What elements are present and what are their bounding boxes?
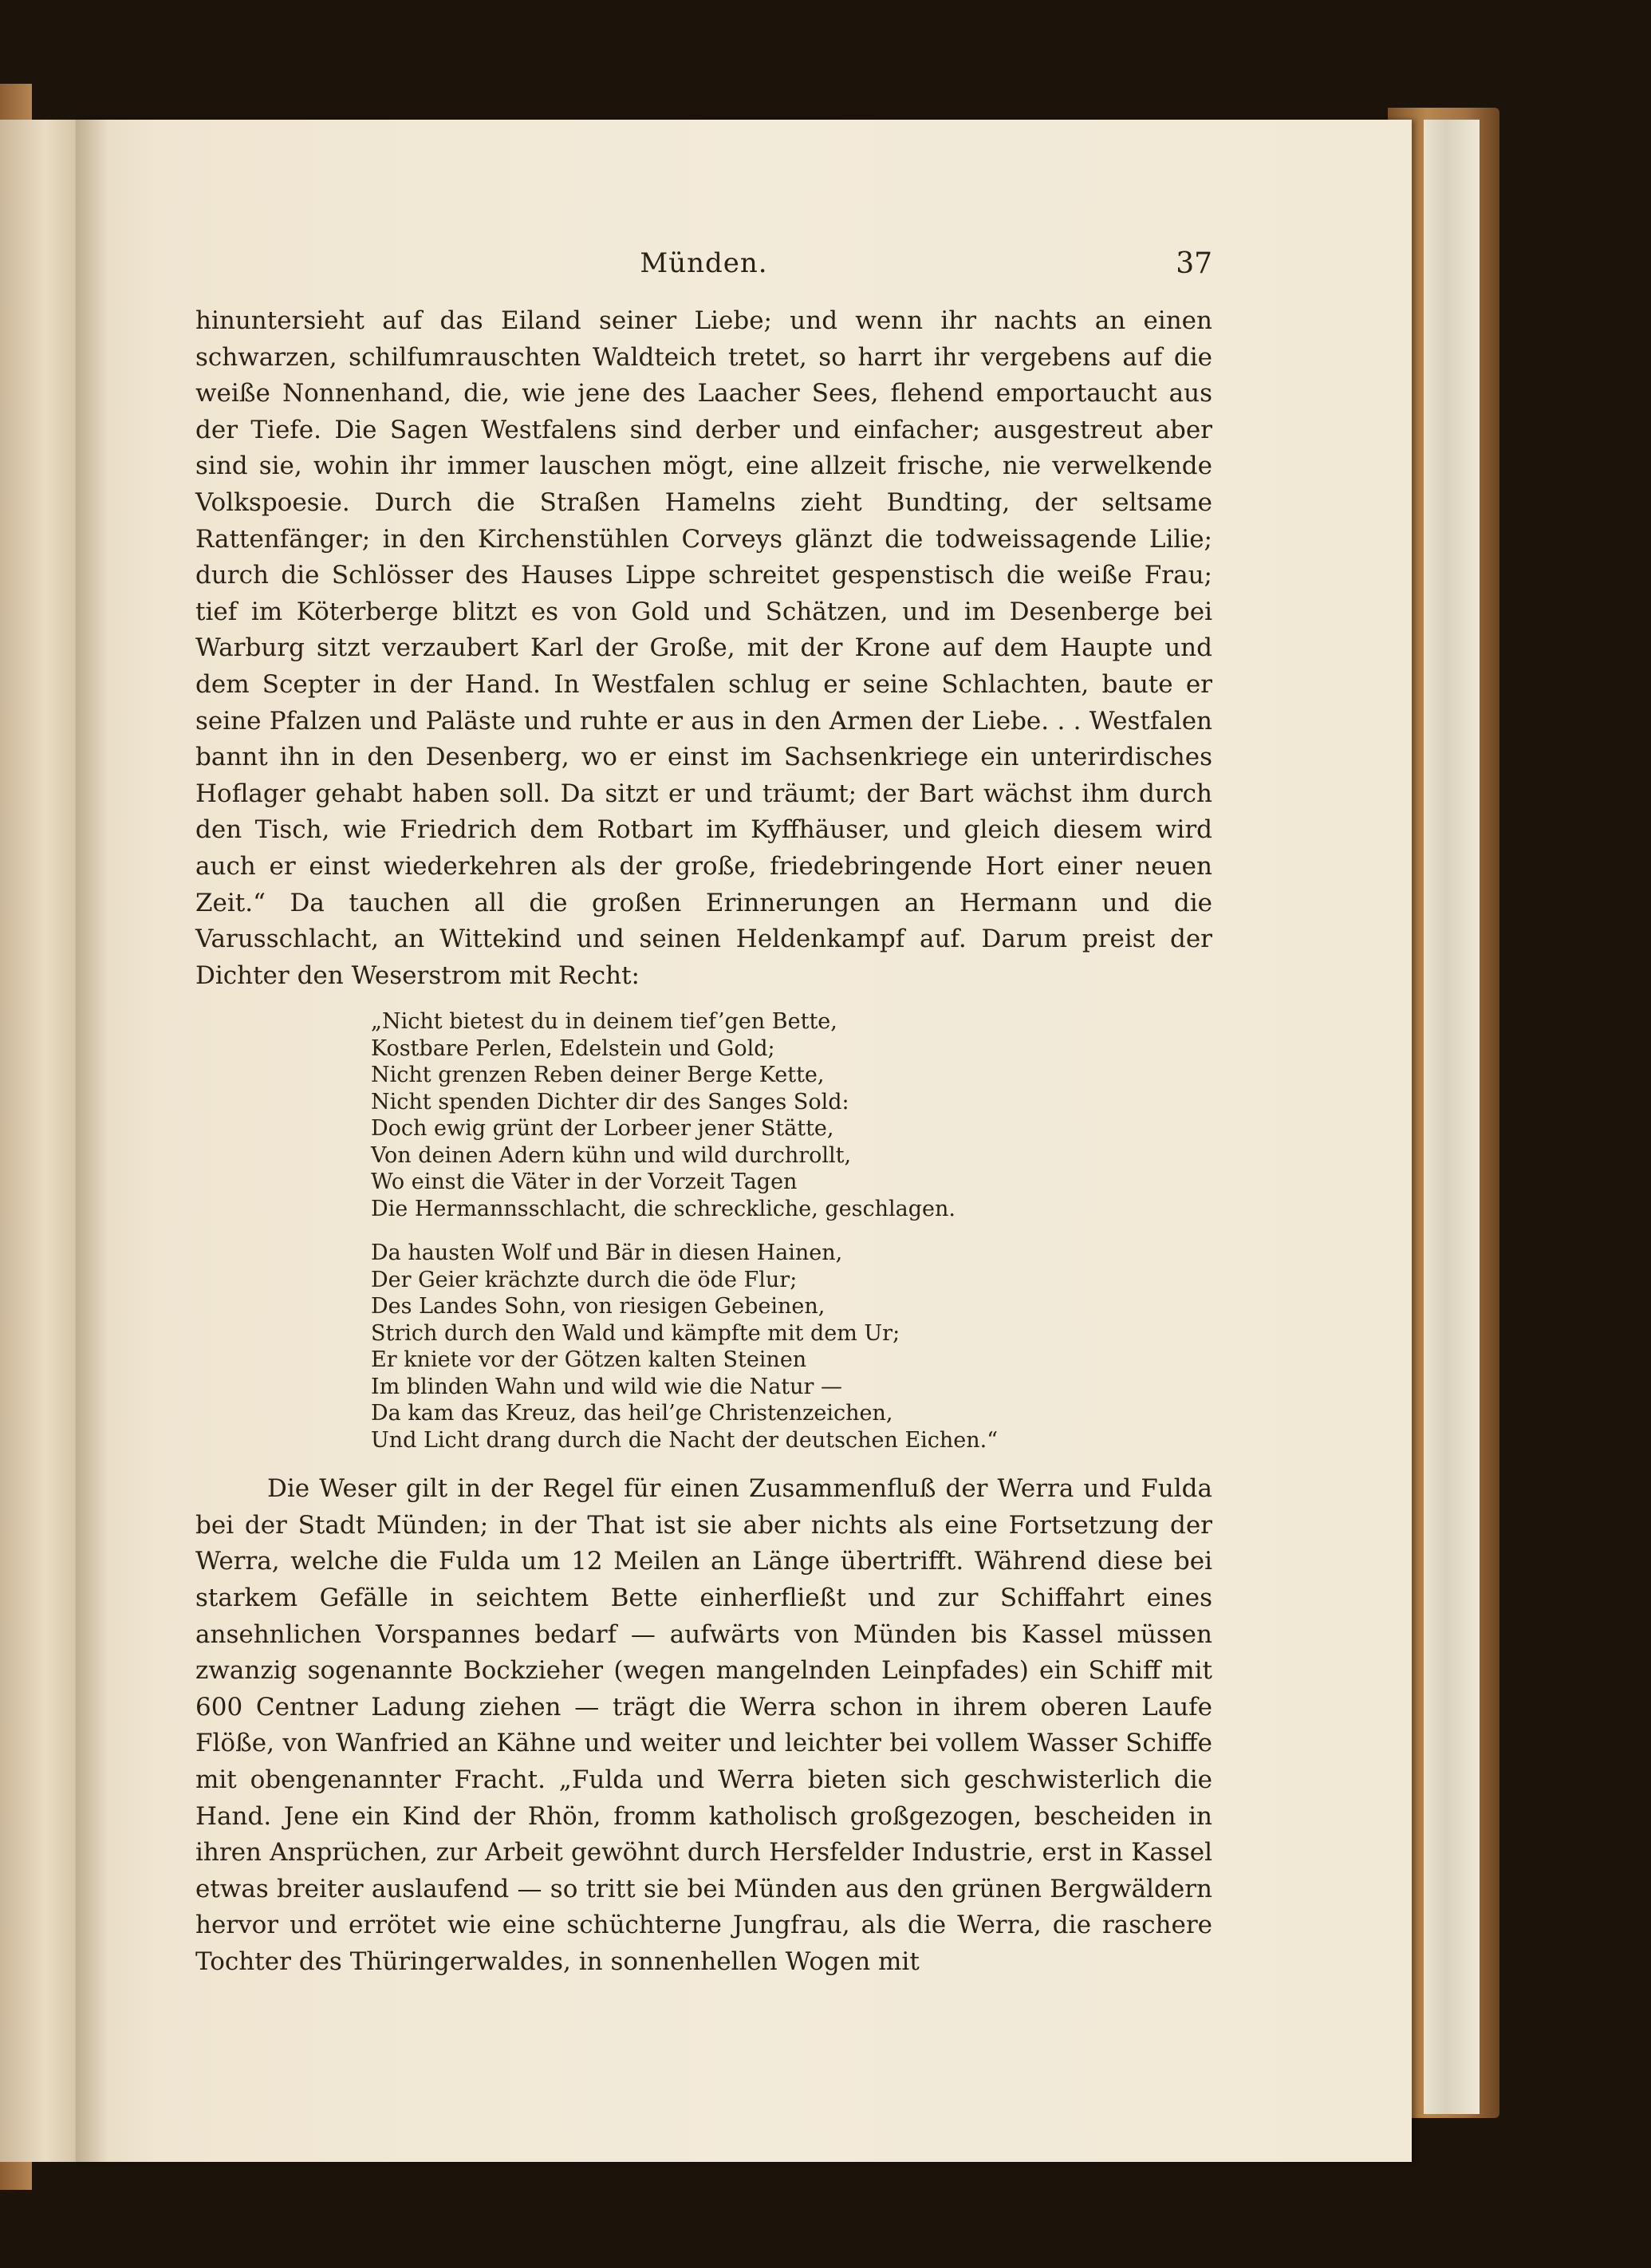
paragraph-2: Die Weser gilt in der Regel für einen Zusammenfluß der Werra und Fulda bei der Stadt Münden; in der That ist sie aber nichts als eine Fortsetzung der Werra, welche die Fulda um 12 Meilen an Länge übertrifft. Während diese bei starkem Gefälle in seichtem Bette einherfließt und zur Schiffahrt eines ansehnlichen Vorspannes bedarf — aufwärts von Münden bis Kassel müssen zwanzig sogenannte Bockzieher (wegen mangelnden Leinpfades) ein Schiff mit 600 Centner Ladung ziehen — trägt die Werra schon in ihrem oberen Laufe Flöße, von Wanfried an Kähne und weiter und leichter bei vollem Wasser Schiffe mit obengenannter Fracht. „Fulda und Werra bieten sich geschwisterlich die Hand. Jene ein Kind der Rhön, fromm katholisch großgezogen, bescheiden in ihren Ansprüchen, zur Arbeit gewöhnt durch Hersfelder Industrie, erst in Kassel etwas breiter auslaufend — so tritt sie bei Münden aus den grünen Bergwäldern hervor und errötet wie eine schüchterne Jungfrau, als die Werra, die raschere Tochter des Thüringerwaldes, in sonnenhellen Wogen mit xyxy=(195,1474,1212,1976)
verse-line: Da hausten Wolf und Bär in diesen Hainen, xyxy=(371,1240,843,1266)
poem-stanza-2 xyxy=(371,1240,1212,1453)
verse-line: „Nicht bietest du in deinem tief’gen Bette, xyxy=(371,1009,837,1035)
verse-line: Des Landes Sohn, von riesigen Gebeinen, xyxy=(371,1294,826,1319)
poem-stanza-1 xyxy=(371,1008,1212,1222)
paragraph-1: hinuntersieht auf das Eiland seiner Liebe; und wenn ihr nachts an einen schwarzen, schilfumrauschten Waldteich tretet, so harrt ihr vergebens auf die weiße Nonnenhand, die, wie jene des Laacher Sees, flehend emportaucht aus der Tiefe. Die Sagen Westfalens sind derber und einfacher; ausgestreut aber sind sie, wohin ihr immer lauschen mögt, eine allzeit frische, nie verwelkende Volkspoesie. Durch die Straßen Hamelns zieht Bundting, der seltsame Rattenfänger; in den Kirchenstühlen Corveys glänzt die todweissagende Lilie; durch die Schlösser des Hauses Lippe schreitet gespenstisch die weiße Frau; tief im Köterberge blitzt es von Gold und Schätzen, und im Desenberge bei Warburg sitzt verzaubert Karl der Große, mit der Krone auf dem Haupte und dem Scepter in der Hand. In Westfalen schlug er seine Schlachten, baute er seine Pfalzen und Paläste und ruhte er aus in den Armen der Liebe. . . Westfalen bannt ihn in den Desenberg, wo er einst im Sachsenkriege ein unterirdisches Hoflager gehabt haben soll. Da sitzt er und träumt; der Bart wächst ihm durch den Tisch, wie Friedrich dem Rotbart im Kyffhäuser, und gleich diesem wird auch er einst wiederkehren als der große, friedebringende Hort einer neuen Zeit.“ Da tauchen all die großen Erinnerungen an Hermann und die Varusschlacht, an Wittekind und seinen Heldenkampf auf. Darum preist der Dichter den Weserstrom mit Recht: xyxy=(195,306,1212,990)
verse-line: Im blinden Wahn und wild wie die Natur — xyxy=(371,1374,843,1399)
verse-line: Von deinen Adern kühn und wild durchrollt, xyxy=(371,1142,852,1168)
verse-line: Der Geier krächzte durch die öde Flur; xyxy=(371,1267,798,1292)
verse-line: Die Hermannsschlacht, die schreckliche, geschlagen. xyxy=(371,1196,956,1221)
verse-line: Da kam das Kreuz, das heil’ge Christenzeichen, xyxy=(371,1401,893,1426)
verse-line: Und Licht drang durch die Nacht der deutschen Eichen.“ xyxy=(371,1427,999,1453)
page-stack-edge xyxy=(1424,120,1480,2114)
page-number: 37 xyxy=(1176,247,1212,280)
poem xyxy=(371,1008,1212,1453)
verse-line: Er kniete vor der Götzen kalten Steinen xyxy=(371,1347,807,1373)
left-page-edge xyxy=(0,120,76,2162)
verse-line: Nicht grenzen Reben deiner Berge Kette, xyxy=(371,1063,825,1088)
verse-line: Strich durch den Wald und kämpfte mit dem Ur; xyxy=(371,1320,900,1346)
verse-line: Wo einst die Väter in der Vorzeit Tagen xyxy=(371,1169,798,1195)
verse-line: Doch ewig grünt der Lorbeer jener Stätte, xyxy=(371,1116,834,1142)
verse-line: Nicht spenden Dichter dir des Sanges Sold: xyxy=(371,1089,849,1114)
page-header xyxy=(195,247,1212,287)
page-gutter-shadow xyxy=(76,120,108,2162)
verse-line: Kostbare Perlen, Edelstein und Gold; xyxy=(371,1035,775,1061)
body-text xyxy=(195,303,1212,1981)
running-title: Münden. xyxy=(640,247,768,279)
